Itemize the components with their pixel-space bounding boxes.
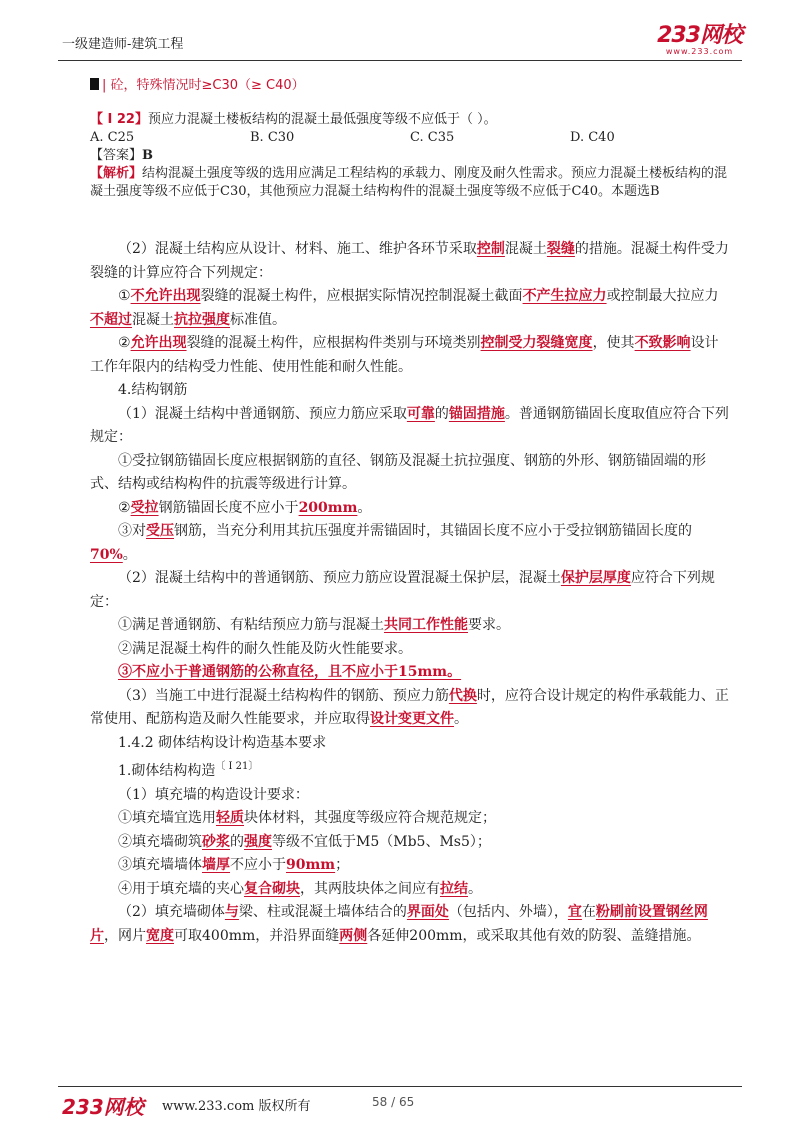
paragraph: ②满足混凝土构件的耐久性能及防火性能要求。 — [118, 640, 412, 657]
highlighted-text: 抗拉强度 — [174, 311, 230, 328]
text-run: 梁、柱或混凝土墙体结合的 — [238, 904, 407, 920]
option-c: C. C35 — [410, 130, 455, 145]
page-number: 58 / 65 — [372, 1095, 415, 1109]
highlighted-text: 受拉 — [130, 499, 159, 516]
footer-copyright: www.233.com 版权所有 — [162, 1099, 311, 1114]
answer — [90, 147, 730, 165]
answer-label: 【答案】 — [90, 148, 143, 163]
highlighted-text: 保护层厚度 — [560, 570, 631, 586]
highlighted-text: 裂缝 — [546, 241, 575, 257]
paragraph — [90, 661, 730, 685]
highlighted-text: 不超过 — [90, 311, 132, 328]
text-run: 应符合下列规定： — [90, 570, 715, 610]
text-run: ，使其 — [592, 335, 635, 351]
text-run: （2）混凝土结构应从设计、材料、施工、维护各环节采取 — [118, 241, 477, 257]
text-run: 1.砌体结构构造 — [118, 763, 216, 779]
text-run: 的 — [434, 405, 449, 422]
logo-subtext: www.233.com — [665, 47, 734, 56]
paragraph — [90, 332, 730, 379]
paragraph — [90, 403, 730, 450]
text-run: 钢筋锚固长度不应小于 — [158, 499, 299, 516]
brand-logo — [657, 25, 742, 56]
highlighted-text: 复合砌块 — [244, 880, 300, 897]
text-run: 等级不宜低于M5（Mb5、Ms5）； — [272, 833, 491, 850]
text-run: ③对 — [118, 523, 146, 539]
highlighted-text: 强度 — [244, 833, 272, 850]
text-run: 块体材料，其强度等级应符合规范规定； — [244, 810, 496, 826]
text-run: ③填充墙墙体 — [118, 857, 202, 873]
highlighted-text: 设计变更文件 — [370, 711, 454, 727]
text-run: （包括内、外墙）， — [448, 904, 568, 920]
text-run: 或控制最大拉应力 — [606, 288, 719, 304]
text-run: 。 — [468, 880, 482, 897]
analysis-text: 结构混凝土强度等级的选用应满足工程结构的承载力、刚度及耐久性需求。预应力混凝土楼板结构的混凝土强度等级不应低于C30，其他预应力混凝土结构构件的混凝土强度等级不应低于C40。本题选B — [90, 166, 728, 199]
paragraph — [90, 285, 730, 332]
highlighted-text: 代换 — [448, 687, 477, 704]
highlighted-text: 界面处 — [406, 904, 449, 920]
option-list — [90, 129, 730, 147]
section-heading: 1.4.2 砌体结构设计构造基本要求 — [118, 734, 327, 751]
highlighted-text: 锚固措施 — [448, 405, 505, 422]
question-text: 预应力混凝土楼板结构的混凝土最低强度等级不应低于（ ）。 — [147, 112, 497, 127]
text-run: ② — [118, 335, 131, 351]
highlighted-text: 不致影响 — [634, 335, 691, 351]
text-run: 可取400mm，并沿界面缝 — [174, 927, 340, 944]
text-run: 。 — [122, 546, 137, 563]
analysis-label: 【解析】 — [90, 166, 143, 181]
paragraph — [90, 901, 730, 948]
paragraph — [90, 614, 730, 638]
text-run: ② — [118, 499, 131, 516]
text-run: ，其两肢块体之间应有 — [300, 880, 440, 897]
text-run: ①填充墙宜选用 — [118, 810, 216, 826]
highlighted-text: 两侧 — [339, 927, 368, 944]
question-box — [90, 74, 730, 201]
option-d: D. C40 — [570, 130, 615, 145]
paragraph — [90, 685, 730, 732]
highlighted-text: 200mm — [298, 499, 358, 516]
text-run: ②填充墙砌筑 — [118, 833, 202, 850]
main-text — [90, 238, 730, 948]
text-run: 混凝土 — [504, 241, 547, 257]
paragraph: （1）填充墙的构造设计要求： — [118, 786, 309, 803]
option-a: A. C25 — [90, 130, 135, 145]
highlighted-text: 不允许出现 — [130, 288, 201, 304]
paragraph — [90, 807, 730, 831]
paragraph — [90, 567, 730, 614]
paragraph: ①受拉钢筋锚固长度应根据钢筋的直径、钢筋及混凝土抗拉强度、钢筋的外形、钢筋锚固端的形式、结构或结构构件的抗震等级进行计算。 — [90, 452, 706, 492]
highlighted-text: 70% — [90, 546, 123, 563]
highlighted-text: 宽度 — [146, 927, 174, 944]
subsection-heading — [90, 755, 730, 784]
text-run: 裂缝的混凝土构件，应根据构件类别与环境类别 — [186, 335, 481, 351]
answer-value: B — [142, 148, 154, 163]
highlighted-text: 90mm — [286, 857, 336, 873]
highlighted-text: 拉结 — [440, 880, 468, 897]
option-b: B. C30 — [250, 130, 295, 145]
analysis — [90, 165, 730, 201]
highlighted-text: 受压 — [146, 523, 174, 539]
text-run: ① — [118, 288, 131, 304]
text-run: 。 — [454, 711, 468, 727]
highlighted-text: 共同工作性能 — [384, 617, 468, 633]
paragraph — [90, 854, 730, 878]
text-run: 的措施。混凝土构件受力裂缝的计算应符合下列规定： — [90, 241, 729, 281]
paragraph — [90, 497, 730, 521]
paragraph — [90, 878, 730, 902]
highlighted-text: 允许出现 — [130, 335, 187, 351]
highlighted-text: 墙厚 — [202, 857, 230, 873]
text-run: 的 — [230, 833, 244, 850]
paragraph — [90, 520, 730, 567]
text-run: 。 — [357, 499, 372, 516]
box-title-text: | 砼，特殊情况时≥C30（≥ C40） — [102, 78, 305, 93]
text-run: 标准值。 — [230, 311, 286, 328]
paragraph — [90, 238, 730, 285]
text-run: 〔 I 21〕 — [215, 761, 259, 772]
footer-logo: 233网校 — [62, 1095, 144, 1119]
section-heading: 4.结构钢筋 — [118, 382, 188, 398]
highlighted-text: 可靠 — [406, 405, 435, 422]
text-run: 设计工作年限内的结构受力性能、使用性能和耐久性能。 — [90, 335, 719, 375]
text-run: ④用于填充墙的夹心 — [118, 880, 244, 897]
highlighted-text: 控制受力裂缝宽度 — [480, 335, 593, 351]
text-run: 时，应符合设计规定的构件承载能力、正常使用、配筋构造及耐久性能要求，并应取得 — [90, 687, 729, 727]
question-tag: 【 I 22】 — [90, 112, 148, 127]
text-run: 不应小于 — [230, 857, 286, 873]
highlighted-text: 粉刷前设置钢丝网片 — [90, 904, 708, 944]
highlighted-text: 控制 — [476, 241, 505, 257]
text-run: 混凝土 — [132, 311, 174, 328]
text-run: ①满足普通钢筋、有粘结预应力筋与混凝土 — [118, 617, 384, 633]
text-run: （2）混凝土结构中的普通钢筋、预应力筋应设置混凝土保护层，混凝土 — [118, 570, 561, 586]
text-run: （1）混凝土结构中普通钢筋、预应力筋应采取 — [118, 405, 407, 422]
page-footer — [58, 1086, 742, 1117]
question — [90, 111, 730, 129]
paragraph — [90, 831, 730, 855]
text-run: （3）当施工中进行混凝土结构构件的钢筋、预应力筋 — [118, 687, 449, 704]
text-run: 在 — [581, 904, 596, 920]
text-run: 要求。 — [468, 617, 510, 633]
highlighted-text: 轻质 — [216, 810, 244, 826]
text-run: （2）填充墙砌体 — [118, 904, 225, 920]
page-header — [58, 20, 742, 61]
text-run: 裂缝的混凝土构件，应根据实际情况控制混凝土截面 — [200, 288, 523, 304]
text-run: 钢筋，当充分利用其抗压强度并需锚固时，其锚固长度不应小于受拉钢筋锚固长度的 — [174, 523, 692, 539]
text-run: 各延伸200mm，或采取其他有效的防裂、盖缝措施。 — [367, 927, 701, 944]
square-bullet-icon — [90, 78, 99, 90]
highlighted-text: 宜 — [567, 904, 582, 920]
logo-text: 233网校 — [657, 23, 742, 48]
highlighted-text: 砂浆 — [202, 833, 230, 850]
text-run: 。普通钢筋锚固长度取值应符合下列规定： — [90, 405, 729, 445]
highlighted-text: 不产生拉应力 — [522, 288, 607, 304]
text-run: ； — [335, 857, 350, 873]
box-title — [90, 74, 730, 93]
highlighted-text: 与 — [224, 904, 239, 920]
highlighted-text: ③不应小于普通钢筋的公称直径，且不应小于15mm。 — [118, 664, 462, 680]
header-title: 一级建造师-建筑工程 — [62, 37, 184, 52]
text-run: ，网片 — [104, 927, 146, 944]
